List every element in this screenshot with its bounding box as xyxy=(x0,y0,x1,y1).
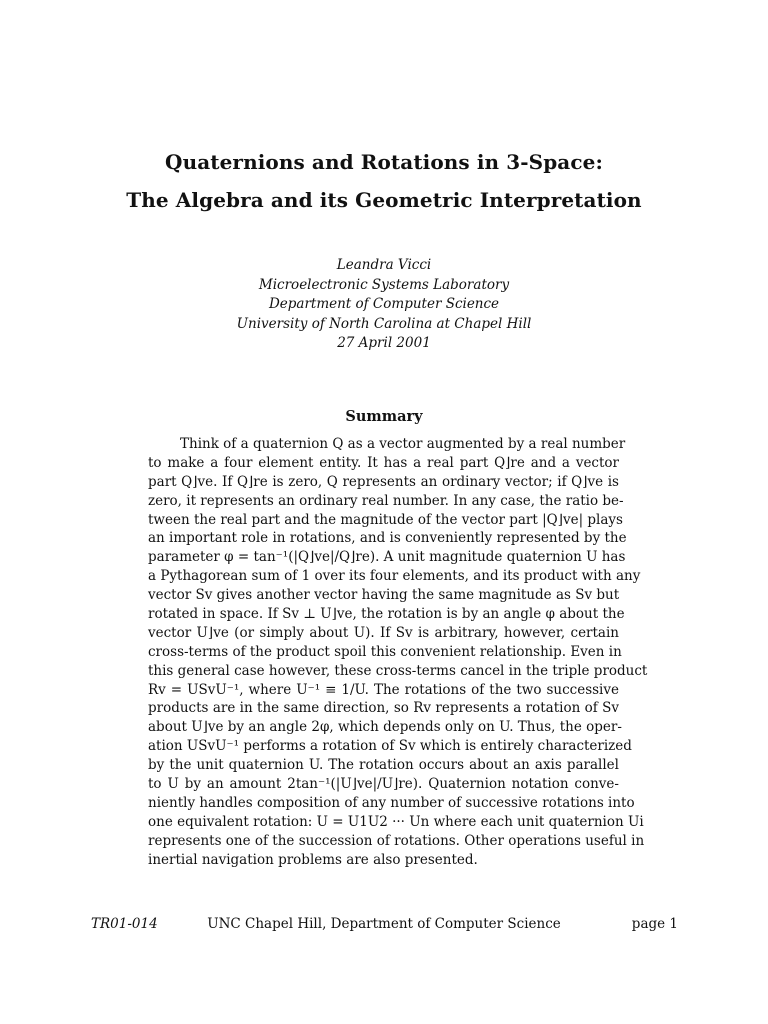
author-name: Leandra Vicci xyxy=(336,257,432,273)
summary-line: inertial navigation problems are also presented. xyxy=(148,851,478,868)
paper-title-line-1: Quaternions and Rotations in 3-Space: xyxy=(165,150,603,174)
summary-line: Rv = USvU⁻¹, where U⁻¹ ≡ 1/U. The rotations of the two successive xyxy=(148,681,619,698)
summary-line: vector U⌋ve (or simply about U). If Sv is arbitrary, however, certain xyxy=(148,624,619,641)
summary-line: a Pythagorean sum of 1 over its four elements, and its product with any xyxy=(148,568,641,585)
paper-title-line-2: The Algebra and its Geometric Interpretation xyxy=(126,188,642,212)
summary-line: ation USvU⁻¹ performs a rotation of Sv which is entirely characterized xyxy=(148,738,632,755)
summary-line: about U⌋ve by an angle 2φ, which depends only on U. Thus, the oper- xyxy=(148,719,622,736)
footer-report-number: TR01-014 xyxy=(91,916,158,932)
summary-line: this general case however, these cross-terms cancel in the triple product xyxy=(148,662,648,679)
footer-institution: UNC Chapel Hill, Department of Computer Science xyxy=(207,916,561,932)
publication-date: 27 April 2001 xyxy=(337,335,431,351)
summary-body xyxy=(148,435,648,869)
summary-heading: Summary xyxy=(345,408,423,425)
author-lab: Microelectronic Systems Laboratory xyxy=(258,276,510,293)
author-block xyxy=(0,256,768,354)
summary-line: vector Sv gives another vector having the same magnitude as Sv but xyxy=(148,587,620,604)
author-university: University of North Carolina at Chapel Hill xyxy=(236,315,532,332)
footer-page-number: page 1 xyxy=(631,916,678,932)
summary-line: tween the real part and the magnitude of the vector part |Q⌋ve| plays xyxy=(148,511,623,528)
summary-line: cross-terms of the product spoil this convenient relationship. Even in xyxy=(148,643,622,660)
summary-line: one equivalent rotation: U = U1U2 ··· Un where each unit quaternion Ui xyxy=(148,813,644,830)
summary-line: represents one of the succession of rotations. Other operations useful in xyxy=(148,832,645,849)
summary-line: niently handles composition of any number of successive rotations into xyxy=(148,794,635,811)
summary-line: to make a four element entity. It has a real part Q⌋re and a vector xyxy=(148,454,619,471)
summary-line: parameter φ = tan⁻¹(|Q⌋ve|/Q⌋re). A unit magnitude quaternion U has xyxy=(148,549,626,566)
summary-line: an important role in rotations, and is conveniently represented by the xyxy=(148,530,627,547)
summary-line: Think of a quaternion Q as a vector augmented by a real number xyxy=(180,436,626,452)
summary-line: products are in the same direction, so Rv represents a rotation of Sv xyxy=(148,700,619,717)
summary-line: to U by an amount 2tan⁻¹(|U⌋ve|/U⌋re). Quaternion notation conve- xyxy=(148,776,619,793)
summary-line: zero, it represents an ordinary real number. In any case, the ratio be- xyxy=(148,492,624,509)
summary-line: rotated in space. If Sv ⊥ U⌋ve, the rotation is by an angle φ about the xyxy=(148,606,625,623)
summary-line: part Q⌋ve. If Q⌋re is zero, Q represents an ordinary vector; if Q⌋ve is xyxy=(148,473,619,490)
author-department: Department of Computer Science xyxy=(268,296,500,312)
summary-line: by the unit quaternion U. The rotation occurs about an axis parallel xyxy=(148,757,619,774)
